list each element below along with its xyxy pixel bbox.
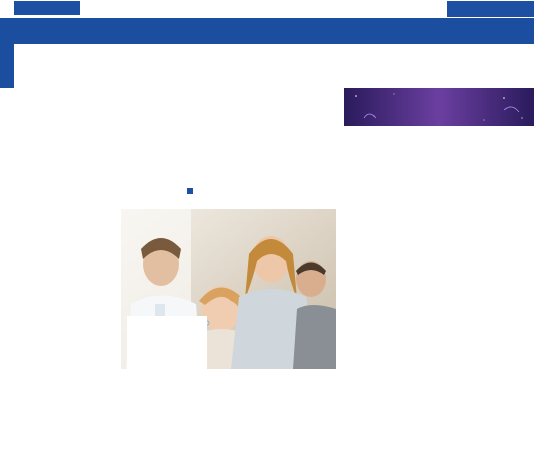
starfield-graphic bbox=[344, 88, 534, 126]
horoscope-banner bbox=[344, 88, 534, 126]
weather-label bbox=[0, 18, 14, 88]
photo-caption bbox=[127, 316, 207, 372]
lead-bullet-icon bbox=[187, 188, 193, 194]
horoscope-panel bbox=[344, 88, 534, 462]
weather-days bbox=[14, 26, 434, 44]
section-tab bbox=[447, 1, 534, 17]
masthead-logo bbox=[14, 1, 80, 15]
article-lead bbox=[48, 186, 334, 196]
